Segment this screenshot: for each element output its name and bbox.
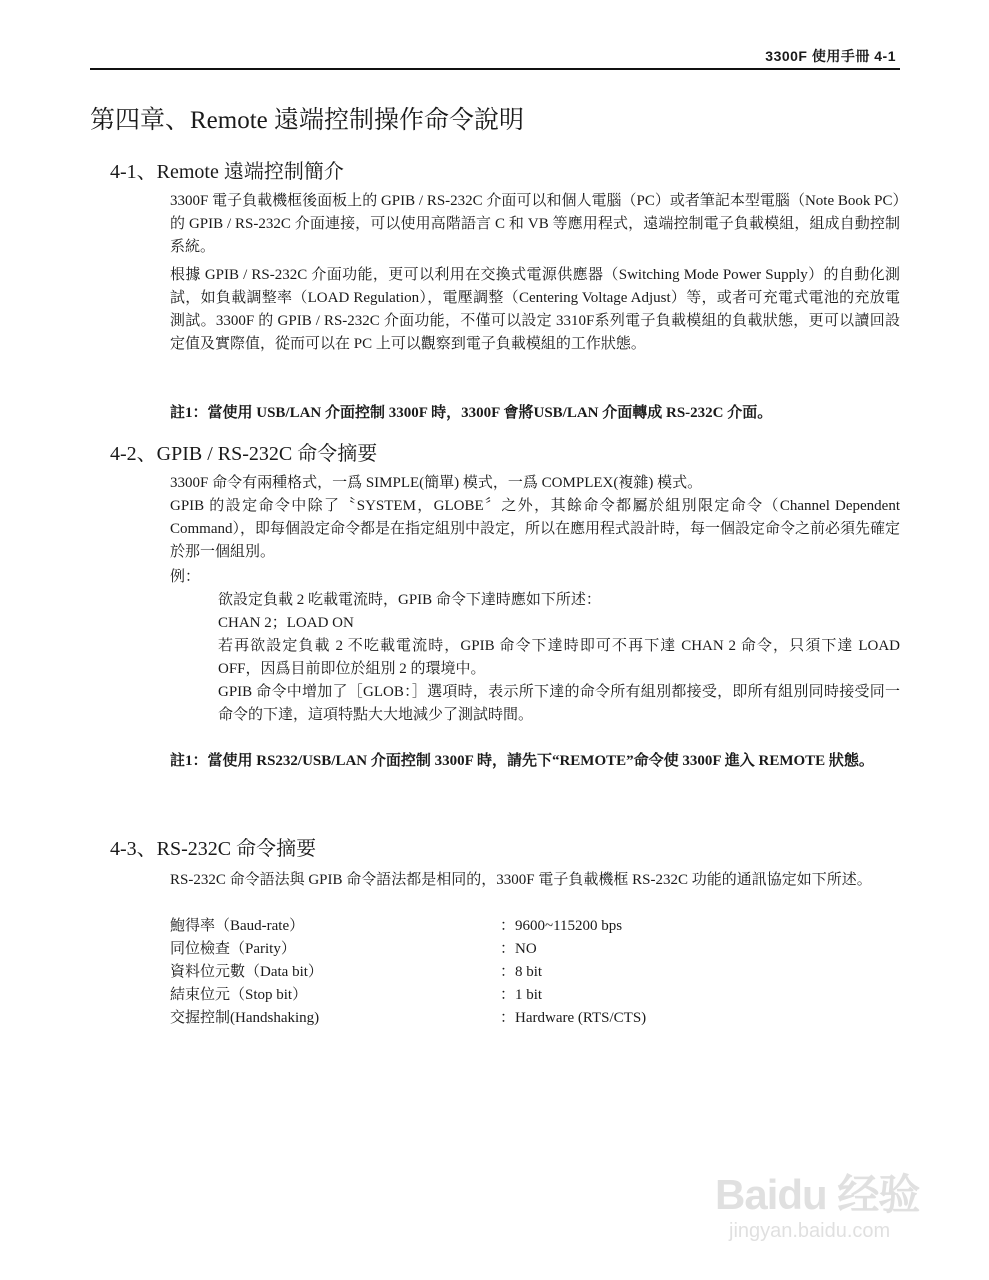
example-line-1: 欲設定負載 2 吃載電流時，GPIB 命令下達時應如下所述： <box>218 592 601 608</box>
section-4-1-paragraph-2: 根據 GPIB / RS-232C 介面功能，更可以利用在交換式電源供應器（Switching Mode Power Supply）的自動化測試，如負載調整率（LOAD Regulation），電壓調整（Centering Voltage Adjust）等，或者可充電式電池的充放電測試。3300F 的 GPIB / RS-232C 介面功能，不僅可以設定 3310F系列電子負載模組的負載狀態，更可以讀回設定值及實際值，從而可以在 PC 上可以觀察到電子負載模組的工作狀態。 <box>170 267 900 352</box>
section-4-1-note: 註1：當使用 USB/LAN 介面控制 3300F 時，3300F 會將USB/LAN 介面轉成 RS-232C 介面。 <box>170 405 773 421</box>
chapter-title: 第四章、Remote 遠端控制操作命令說明 <box>90 107 525 134</box>
watermark-url: jingyan.baidu.com <box>729 1220 891 1242</box>
running-title: 3300F 使用手冊 4-1 <box>765 48 896 64</box>
spec-value: ：1 bit <box>500 987 543 1003</box>
spec-row-baud-rate <box>170 915 900 938</box>
spec-value: ：9600~115200 bps <box>500 918 623 934</box>
section-4-2-paragraph-1: 3300F 命令有兩種格式，一爲 SIMPLE(簡單) 模式，一爲 COMPLEX(複雜) 模式。 <box>170 475 703 491</box>
section-title-4-2: 4-2、GPIB / RS-232C 命令摘要 <box>110 443 378 465</box>
section-4-3-paragraph-1: RS-232C 命令語法與 GPIB 命令語法都是相同的，3300F 電子負載機框 RS-232C 功能的通訊協定如下所述。 <box>170 872 872 888</box>
spec-row-stop-bit <box>170 984 900 1007</box>
spec-label: 資料位元數（Data bit） <box>170 964 323 980</box>
baidu-logo: Baidu 经验 <box>715 1171 920 1218</box>
spec-label: 同位檢查（Parity） <box>170 941 296 957</box>
spec-label: 結束位元（Stop bit） <box>170 987 308 1003</box>
page-header <box>90 44 900 70</box>
section-4-1-paragraph-1: 3300F 電子負載機框後面板上的 GPIB / RS-232C 介面可以和個人電腦（PC）或者筆記本型電腦（Note Book PC）的 GPIB / RS-232C 介面連接，可以使用高階語言 C 和 VB 等應用程式，遠端控制電子負載模組，組成自動控制系統。 <box>170 193 900 255</box>
section-title-4-1: 4-1、Remote 遠端控制簡介 <box>110 161 344 183</box>
example-line-4: GPIB 命令中增加了［GLOB：］選項時，表示所下達的命令所有組別都接受，即所有組別同時接受同一命令的下達，這項特點大大地減少了測試時間。 <box>218 684 900 723</box>
spec-value: ：Hardware (RTS/CTS) <box>500 1010 647 1026</box>
example-line-2: CHAN 2；LOAD ON <box>218 615 354 631</box>
spec-row-data-bit <box>170 961 900 984</box>
spec-label: 鮑得率（Baud-rate） <box>170 918 305 934</box>
spec-row-parity <box>170 938 900 961</box>
spec-label: 交握控制(Handshaking) <box>170 1010 320 1026</box>
spec-value: ：8 bit <box>500 964 543 980</box>
section-title-4-3: 4-3、RS-232C 命令摘要 <box>110 838 317 860</box>
spec-value: ：NO <box>500 941 537 957</box>
example-line-3: 若再欲設定負載 2 不吃載電流時，GPIB 命令下達時即可不再下達 CHAN 2 命令，只須下達 LOAD OFF，因爲目前即位於組別 2 的環境中。 <box>218 638 900 677</box>
example-label: 例： <box>170 569 201 585</box>
spec-row-handshaking <box>170 1007 900 1030</box>
section-4-2-note: 註1：當使用 RS232/USB/LAN 介面控制 3300F 時，請先下“REMOTE”命令使 3300F 進入 REMOTE 狀態。 <box>170 753 874 769</box>
baidu-watermark <box>715 1162 955 1252</box>
section-4-2-paragraph-2: GPIB 的設定命令中除了〝SYSTEM，GLOBE〞之外，其餘命令都屬於組別限定命令（Channel Dependent Command），即每個設定命令都是在指定組別中設定，所以在應用程式設計時，每一個設定命令之前必須先確定於那一個組別。 <box>170 498 901 560</box>
